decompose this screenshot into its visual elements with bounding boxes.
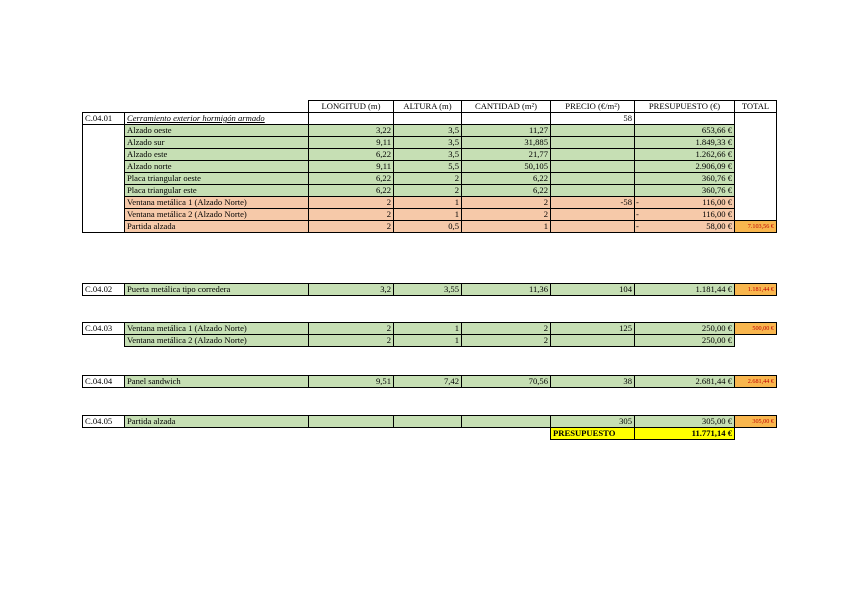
row-precio: -58 <box>551 197 635 209</box>
row-cantidad: 70,56 <box>462 376 551 388</box>
row-desc: Ventana metálica 1 (Alzado Norte) <box>125 323 309 335</box>
table-row <box>83 125 777 137</box>
row-presupuesto: 305,00 € <box>635 416 735 428</box>
row-cantidad: 1 <box>462 221 551 233</box>
row-precio <box>551 149 635 161</box>
summary-row <box>83 428 777 440</box>
row-longitud: 3,2 <box>309 284 394 296</box>
row-longitud: 2 <box>309 335 394 347</box>
row-cantidad: 31,885 <box>462 137 551 149</box>
row-altura: 7,42 <box>394 376 462 388</box>
row-presupuesto: 2.906,09 € <box>635 161 735 173</box>
section-code: C.04.02 <box>83 284 125 296</box>
row-longitud: 3,22 <box>309 125 394 137</box>
row-cantidad: 11,27 <box>462 125 551 137</box>
row-presupuesto: 360,76 € <box>635 185 735 197</box>
header-precio: PRECIO (€/m²) <box>551 101 635 113</box>
row-desc: Ventana metálica 2 (Alzado Norte) <box>125 335 309 347</box>
header-altura: ALTURA (m) <box>394 101 462 113</box>
row-cantidad: 2 <box>462 335 551 347</box>
budget-table-c0402 <box>82 283 777 296</box>
row-precio <box>551 173 635 185</box>
row-altura: 1 <box>394 197 462 209</box>
header-presupuesto: PRESUPUESTO (€) <box>635 101 735 113</box>
row-altura: 1 <box>394 209 462 221</box>
table-row <box>83 376 777 388</box>
row-desc: Placa triangular este <box>125 185 309 197</box>
row-desc: Alzado este <box>125 149 309 161</box>
row-desc: Ventana metálica 1 (Alzado Norte) <box>125 197 309 209</box>
section-total: 7.103,56 € <box>735 221 777 233</box>
row-presupuesto-value: 58,00 € <box>706 221 732 231</box>
row-precio: 305 <box>551 416 635 428</box>
row-longitud: 9,11 <box>309 137 394 149</box>
row-desc: Alzado oeste <box>125 125 309 137</box>
header-row <box>83 101 777 113</box>
row-altura: 0,5 <box>394 221 462 233</box>
row-precio: 38 <box>551 376 635 388</box>
row-cantidad: 11,36 <box>462 284 551 296</box>
row-precio <box>551 137 635 149</box>
row-altura: 1 <box>394 335 462 347</box>
budget-table-c0405 <box>82 415 777 440</box>
row-altura: 3,5 <box>394 125 462 137</box>
section-price: 58 <box>551 113 635 125</box>
section-total: 1.181,44 € <box>735 284 777 296</box>
row-desc: Alzado norte <box>125 161 309 173</box>
row-cantidad: 50,105 <box>462 161 551 173</box>
section-code: C.04.05 <box>83 416 125 428</box>
table-row <box>83 335 777 347</box>
row-desc: Partida alzada <box>125 221 309 233</box>
summary-label: PRESUPUESTO <box>551 428 635 440</box>
row-desc: Panel sandwich <box>125 376 309 388</box>
row-precio <box>551 185 635 197</box>
row-altura: 2 <box>394 173 462 185</box>
table-row <box>83 185 777 197</box>
section-code: C.04.03 <box>83 323 125 335</box>
row-longitud: 6,22 <box>309 173 394 185</box>
row-longitud: 2 <box>309 323 394 335</box>
row-longitud: 2 <box>309 221 394 233</box>
row-cantidad: 6,22 <box>462 185 551 197</box>
row-cantidad: 2 <box>462 323 551 335</box>
row-longitud: 9,51 <box>309 376 394 388</box>
row-cantidad: 21,77 <box>462 149 551 161</box>
row-presupuesto: 1.262,66 € <box>635 149 735 161</box>
budget-table-c0401 <box>82 100 777 233</box>
row-cantidad: 2 <box>462 197 551 209</box>
row-longitud: 9,11 <box>309 161 394 173</box>
negative-sign: - <box>636 221 639 231</box>
table-row <box>83 209 777 221</box>
row-presupuesto: 250,00 € <box>635 323 735 335</box>
row-precio: 104 <box>551 284 635 296</box>
header-cantidad: CANTIDAD (m²) <box>462 101 551 113</box>
row-precio: 125 <box>551 323 635 335</box>
section-total: 500,00 € <box>735 323 777 335</box>
row-desc: Alzado sur <box>125 137 309 149</box>
row-presupuesto: 2.681,44 € <box>635 376 735 388</box>
row-cantidad: 6,22 <box>462 173 551 185</box>
row-desc: Puerta metálica tipo corredera <box>125 284 309 296</box>
row-precio <box>551 221 635 233</box>
row-altura: 3,5 <box>394 137 462 149</box>
row-presupuesto: 653,66 € <box>635 125 735 137</box>
row-desc: Ventana metálica 2 (Alzado Norte) <box>125 209 309 221</box>
row-altura: 5,5 <box>394 161 462 173</box>
table-row <box>83 197 777 209</box>
row-presupuesto <box>635 197 735 209</box>
section-total: 2.681,44 € <box>735 376 777 388</box>
row-altura: 1 <box>394 323 462 335</box>
table-row <box>83 323 777 335</box>
header-total: TOTAL <box>735 101 777 113</box>
row-precio <box>551 161 635 173</box>
row-presupuesto-value: 116,00 € <box>702 209 732 219</box>
row-precio <box>551 125 635 137</box>
section-title-row <box>83 113 777 125</box>
table-row <box>83 284 777 296</box>
row-presupuesto: 1.181,44 € <box>635 284 735 296</box>
row-cantidad: 2 <box>462 209 551 221</box>
row-presupuesto: 250,00 € <box>635 335 735 347</box>
row-precio <box>551 209 635 221</box>
summary-value: 11.771,14 € <box>635 428 735 440</box>
row-presupuesto <box>635 209 735 221</box>
row-presupuesto <box>635 221 735 233</box>
section-title: Cerramiento exterior hormigón armado <box>125 113 309 125</box>
row-altura: 2 <box>394 185 462 197</box>
header-longitud: LONGITUD (m) <box>309 101 394 113</box>
row-longitud: 2 <box>309 209 394 221</box>
row-longitud: 2 <box>309 197 394 209</box>
table-row <box>83 173 777 185</box>
row-altura: 3,5 <box>394 149 462 161</box>
row-desc: Partida alzada <box>125 416 309 428</box>
section-code: C.04.01 <box>83 113 125 125</box>
table-row <box>83 149 777 161</box>
row-longitud: 6,22 <box>309 149 394 161</box>
section-total: 305,00 € <box>735 416 777 428</box>
table-row <box>83 161 777 173</box>
row-presupuesto-value: 116,00 € <box>702 197 732 207</box>
row-presupuesto: 1.849,33 € <box>635 137 735 149</box>
table-row <box>83 137 777 149</box>
negative-sign: - <box>636 197 639 207</box>
row-presupuesto: 360,76 € <box>635 173 735 185</box>
section-code: C.04.04 <box>83 376 125 388</box>
row-precio <box>551 335 635 347</box>
row-altura: 3,55 <box>394 284 462 296</box>
row-desc: Placa triangular oeste <box>125 173 309 185</box>
budget-table-c0403 <box>82 322 777 347</box>
negative-sign: - <box>636 209 639 219</box>
budget-table-c0404 <box>82 375 777 388</box>
table-row <box>83 221 777 233</box>
row-longitud: 6,22 <box>309 185 394 197</box>
table-row <box>83 416 777 428</box>
